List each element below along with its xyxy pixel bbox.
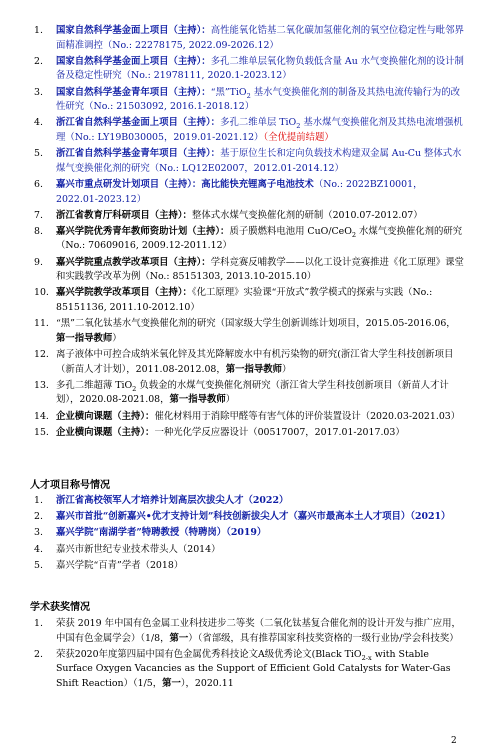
item-text: 第一指导教师 <box>225 363 283 375</box>
list-item <box>0 55 500 84</box>
item-number: 14. <box>34 410 49 422</box>
list-item <box>0 526 500 541</box>
item-text: ） <box>112 332 122 344</box>
item-text: 嘉兴学院重点教学改革项目（主持）： <box>56 256 211 268</box>
item-number: 1. <box>34 495 43 506</box>
item-number: 2. <box>34 511 43 523</box>
item-number: 2. <box>34 648 43 660</box>
list-item <box>0 147 500 176</box>
item-number: 1. <box>34 25 43 36</box>
item-text: 2 <box>351 230 357 239</box>
item-text: 荣获2020年度第四届中国有色金属优秀科技论文A级优秀论文(Black TiO <box>56 648 362 660</box>
item-text: with Stable Surface Oxygen Vacancies as the Support of Efficient Gold Catalysts for Water-Gas Shift Reaction）（1/5， <box>56 648 451 689</box>
item-text: 多孔二维单层 TiO <box>220 117 297 129</box>
academic-awards-list <box>0 617 500 693</box>
item-text: 嘉兴市首批“创新嘉兴•优才支持计划”科技创新拔尖人才（嘉兴市最高本土人才项目）（2021） <box>56 511 451 523</box>
item-text: 嘉兴市新世纪专业技术带头人（2014） <box>56 543 221 555</box>
item-text: 浙江省教育厅科研项目（主持）： <box>56 209 192 221</box>
item-text: 多孔二维超薄 TiO <box>56 379 133 391</box>
item-text: “黑”二氧化钛基水气变换催化剂的研究（国家级大学生创新训练计划项目，2015.05-2016.06， <box>56 318 456 330</box>
list-item <box>0 317 500 346</box>
item-text: 企业横向课题（主持）： <box>56 426 155 438</box>
item-text: 浙江省自然科学基金面上项目（主持）： <box>56 117 221 129</box>
list-item <box>0 209 500 224</box>
item-text: 国家自然科学基金面上项目（主持）： <box>56 55 211 67</box>
item-number: 13. <box>34 379 49 391</box>
item-number: 15. <box>34 426 49 438</box>
list-item <box>0 379 500 408</box>
list-item <box>0 256 500 285</box>
item-text: 2 <box>132 384 137 393</box>
list-item <box>0 225 500 254</box>
item-number: 8. <box>34 225 43 237</box>
list-item <box>0 648 500 692</box>
item-text: 质子膜燃料电池用 CuO/CeO <box>229 225 352 237</box>
item-text: 国家自然科学基金面上项目（主持）： <box>56 25 211 36</box>
awards-section-heading: 学术获奖情况 <box>30 602 90 613</box>
list-item <box>0 86 500 115</box>
list-item <box>0 348 500 377</box>
item-text: ），2020.11 <box>180 677 234 689</box>
item-text: （No.: 2022BZ10001，2022.01-2023.12） <box>56 178 423 205</box>
item-text: 第一 <box>169 632 189 644</box>
item-text: 浙江省高校领军人才培养计划高层次拔尖人才（2022） <box>56 495 289 506</box>
list-item <box>0 426 500 441</box>
item-number: 9. <box>34 256 43 268</box>
list-item <box>0 617 500 646</box>
item-text: “黑”TiO <box>210 86 247 98</box>
item-text: 第一指导教师 <box>56 332 113 344</box>
item-text: ） <box>225 394 236 406</box>
item-number: 3. <box>34 527 43 539</box>
item-text: 第一 <box>162 677 181 689</box>
item-text: 第一指导教师 <box>169 394 226 406</box>
item-text: 企业横向课题（主持）： <box>56 410 155 422</box>
item-text: ）（省部级，具有推荐国家科技奖资格的一级行业协/学会科技奖） <box>188 632 459 644</box>
item-number: 3. <box>34 86 43 98</box>
item-text: 整体式水煤气变换催化剂的研制（2010.07-2012.07） <box>191 209 423 221</box>
list-item <box>0 410 500 425</box>
item-number: 10. <box>34 287 49 299</box>
talent-section-heading: 人才项目称号情况 <box>30 480 110 491</box>
item-text: 学科竞赛反哺教学——以化工设计竞赛推进《化工原理》课堂和实践教学改革为例（No.: 85151303, 2013.10-2015.10） <box>56 256 464 283</box>
item-text: 一种光化学反应器设计（00517007，2017.01-2017.03） <box>154 426 405 438</box>
item-text: 基水气变换催化剂的制备及其热电流传输行为的改性研究（No.: 21503092, 2016.1-2018.12） <box>56 86 461 113</box>
list-item <box>0 116 500 145</box>
item-text: 负载金的水煤气变换催化剂研究（浙江省大学生科技创新项目（新苗人才计划），2020.08-2021.08， <box>56 379 449 406</box>
list-item <box>0 286 500 315</box>
item-number: 6. <box>34 178 43 190</box>
page-number: 2 <box>451 736 457 746</box>
list-item <box>0 24 500 53</box>
list-item <box>0 510 500 525</box>
item-text: 2 <box>296 122 301 131</box>
item-text: 嘉兴学院优秀青年教师资助计划（主持）： <box>56 225 230 237</box>
item-text: 高性能氧化锆基二氧化碳加氢催化剂的氧空位稳定性与毗邻界面精准调控（No.: 22278175, 2022.09-2026.12） <box>56 25 464 51</box>
item-text: 多孔二维单层氧化物负载低含量 Au 水气变换催化剂的设计制备及稳定性研究（No.: 21978111, 2020.1-2023.12） <box>56 55 464 82</box>
item-text: 2 <box>246 91 251 100</box>
list-item <box>0 178 500 207</box>
list-item <box>0 543 500 558</box>
item-text: 基水煤气变换催化剂及其热电流增强机理（No.: LY19B030005，2019.01-2021.12） <box>56 117 463 143</box>
item-text: （全优提前结题） <box>263 131 334 143</box>
list-item <box>0 559 500 574</box>
talent-titles-list <box>0 494 500 575</box>
item-text: 浙江省自然科学基金青年项目（主持）： <box>56 148 221 160</box>
item-number: 5. <box>34 559 43 571</box>
item-text: 嘉兴学院教学改革项目（主持）： <box>56 287 192 299</box>
item-text: 嘉兴学院“南湖学者”特聘教授（特聘岗）（2019） <box>56 527 267 539</box>
item-number: 12. <box>34 349 49 360</box>
item-text: 《化工原理》实验课“开放式”教学模式的探索与实践（No.: 85151136, 2011.10-2012.10） <box>56 287 433 314</box>
item-number: 2. <box>34 55 43 67</box>
research-projects-list <box>0 24 500 442</box>
item-text: 离子液体中可控合成纳米氧化锌及其光降解废水中有机污染物的研究(浙江省大学生科技创新项目（新苗人才计划），2011.08-2012.08， <box>56 349 454 375</box>
item-text: 基于原位生长和定向负载技术构建双金属 Au-Cu 整体式水煤气变换催化剂的研究（No.: LQ12E02007，2012.01-2014.12） <box>56 148 462 174</box>
item-text: 催化材料用于消除甲醛等有害气体的评价装置设计（2020.03-2021.03） <box>154 410 461 422</box>
item-text: 水煤气变换催化剂的研究 （No.: 70609016, 2009.12-2011.12） <box>56 225 472 252</box>
item-number: 5. <box>34 148 43 160</box>
item-number: 7. <box>34 209 43 221</box>
list-item <box>0 494 500 509</box>
item-number: 4. <box>34 117 43 129</box>
item-number: 1. <box>34 618 43 629</box>
item-text: 嘉兴学院“百青”学者（2018） <box>56 559 184 571</box>
item-number: 11. <box>34 318 49 330</box>
item-text: 国家自然科学基金青年项目（主持）： <box>56 86 211 98</box>
item-text: 荣获 2019 年中国有色金属工业科技进步二等奖（二氧化钛基复合催化剂的设计开发与推广应用，中国有色金属学会）（1/8， <box>56 618 461 644</box>
item-number: 4. <box>34 543 43 555</box>
item-text: 2-x <box>361 653 372 662</box>
item-text: 嘉兴市重点研发计划项目（主持）：高比能快充锂离子电池技术 <box>56 178 314 190</box>
item-text: ） <box>282 363 292 375</box>
